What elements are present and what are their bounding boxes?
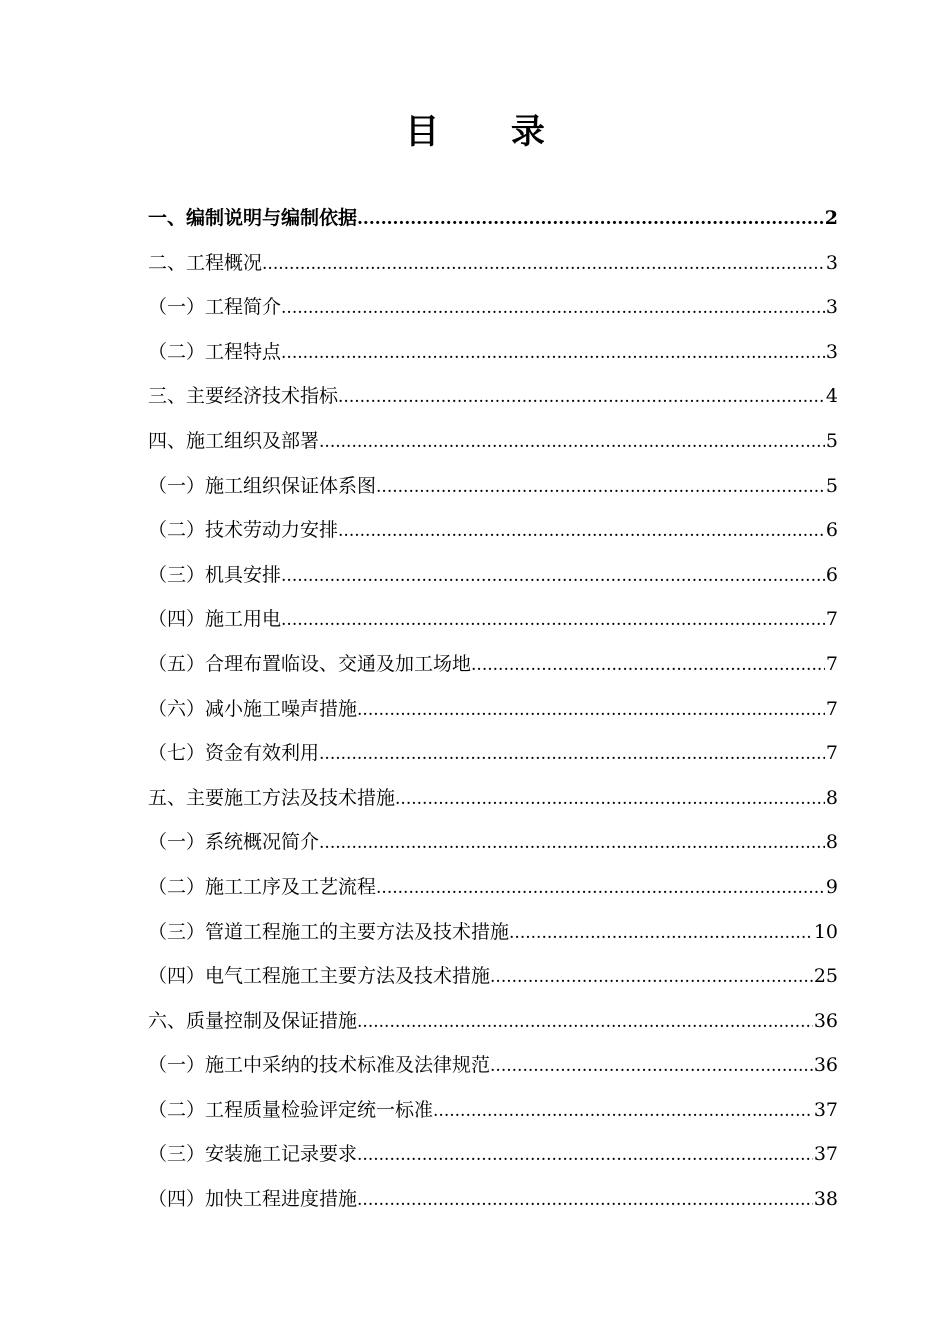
toc-entry-label: （三）管道工程施工的主要方法及技术措施 <box>148 920 510 943</box>
toc-entry[interactable] <box>148 776 838 821</box>
toc-dot-leader <box>338 375 825 419</box>
toc-entry[interactable] <box>148 820 838 865</box>
toc-entry-label: 六、质量控制及保证措施 <box>148 1009 358 1032</box>
toc-dot-leader <box>376 465 825 509</box>
toc-entry-page-number: 36 <box>813 1054 838 1077</box>
toc-entry[interactable] <box>148 597 838 642</box>
toc-entry-page-number: 37 <box>813 1098 838 1121</box>
toc-entry-page-number: 5 <box>825 429 838 452</box>
toc-entry[interactable] <box>148 196 838 241</box>
toc-entry[interactable] <box>148 508 838 553</box>
toc-entry-page-number: 7 <box>825 652 838 675</box>
toc-entry-label: （二）工程质量检验评定统一标准 <box>148 1098 434 1121</box>
table-of-contents <box>148 196 838 1222</box>
toc-entry-label: 五、主要施工方法及技术措施 <box>148 786 396 809</box>
toc-dot-leader <box>471 643 825 687</box>
toc-dot-leader <box>262 242 825 286</box>
toc-dot-leader <box>281 331 825 375</box>
toc-entry-page-number: 4 <box>825 385 838 408</box>
toc-entry-page-number: 7 <box>825 742 838 765</box>
toc-entry-page-number: 10 <box>813 920 838 943</box>
toc-entry-label: （四）电气工程施工主要方法及技术措施 <box>148 965 491 988</box>
toc-entry-label: （一）施工中采纳的技术标准及法律规范 <box>148 1054 491 1077</box>
toc-entry-page-number: 38 <box>813 1188 838 1211</box>
toc-entry-page-number: 8 <box>825 786 838 809</box>
toc-entry-label: 三、主要经济技术指标 <box>148 385 339 408</box>
toc-entry-page-number: 9 <box>825 875 838 898</box>
toc-entry[interactable] <box>148 687 838 732</box>
toc-entry-page-number: 5 <box>825 474 838 497</box>
toc-dot-leader <box>319 821 825 865</box>
toc-entry-page-number: 3 <box>825 340 838 363</box>
toc-entry[interactable] <box>148 553 838 598</box>
toc-entry-label: （二）工程特点 <box>148 340 282 363</box>
toc-entry-label: （二）施工工序及工艺流程 <box>148 875 377 898</box>
toc-entry-label: （三）安装施工记录要求 <box>148 1143 358 1166</box>
toc-entry[interactable] <box>148 241 838 286</box>
toc-entry[interactable] <box>148 1088 838 1133</box>
toc-dot-leader <box>376 866 825 910</box>
toc-entry-page-number: 6 <box>825 563 838 586</box>
toc-entry-label: （二）技术劳动力安排 <box>148 519 339 542</box>
toc-dot-leader <box>490 955 813 999</box>
toc-entry-label: （三）机具安排 <box>148 563 282 586</box>
toc-entry[interactable] <box>148 1177 838 1222</box>
toc-entry[interactable] <box>148 1132 838 1177</box>
toc-entry-label: 四、施工组织及部署 <box>148 429 320 452</box>
toc-dot-leader <box>281 598 825 642</box>
toc-entry[interactable] <box>148 374 838 419</box>
toc-dot-leader <box>357 688 825 732</box>
toc-dot-leader <box>395 777 825 821</box>
toc-entry-label: （七）资金有效利用 <box>148 742 320 765</box>
toc-dot-leader <box>281 554 825 598</box>
toc-entry-page-number: 37 <box>813 1143 838 1166</box>
toc-entry-label: 二、工程概况 <box>148 251 263 274</box>
toc-entry-page-number: 36 <box>813 1009 838 1032</box>
toc-entry-page-number: 3 <box>825 296 838 319</box>
toc-dot-leader <box>357 197 824 241</box>
toc-dot-leader <box>319 732 825 776</box>
toc-entry[interactable] <box>148 999 838 1044</box>
toc-entry[interactable] <box>148 642 838 687</box>
toc-dot-leader <box>509 911 813 955</box>
toc-entry[interactable] <box>148 731 838 776</box>
toc-dot-leader <box>319 420 825 464</box>
toc-entry[interactable] <box>148 865 838 910</box>
toc-entry-label: （四）加快工程进度措施 <box>148 1188 358 1211</box>
toc-dot-leader <box>338 509 825 553</box>
toc-dot-leader <box>490 1044 813 1088</box>
toc-entry-label: 一、编制说明与编制依据 <box>148 207 358 229</box>
toc-entry[interactable] <box>148 464 838 509</box>
toc-entry-page-number: 7 <box>825 608 838 631</box>
toc-entry[interactable] <box>148 330 838 375</box>
toc-entry[interactable] <box>148 910 838 955</box>
toc-entry-page-number: 25 <box>813 965 838 988</box>
toc-entry-page-number: 2 <box>824 207 838 229</box>
toc-dot-leader <box>433 1089 813 1133</box>
toc-entry-page-number: 8 <box>825 831 838 854</box>
toc-dot-leader <box>357 1133 813 1177</box>
toc-entry-page-number: 6 <box>825 519 838 542</box>
toc-dot-leader <box>357 1178 813 1222</box>
toc-dot-leader <box>281 286 825 330</box>
toc-entry[interactable] <box>148 954 838 999</box>
toc-entry[interactable] <box>148 1043 838 1088</box>
toc-entry-label: （四）施工用电 <box>148 608 282 631</box>
toc-entry-label: （一）施工组织保证体系图 <box>148 474 377 497</box>
toc-entry[interactable] <box>148 419 838 464</box>
toc-entry-label: （一）系统概况简介 <box>148 831 320 854</box>
page-title: 目 录 <box>405 112 575 152</box>
toc-entry[interactable] <box>148 285 838 330</box>
toc-entry-label: （六）减小施工噪声措施 <box>148 697 358 720</box>
toc-entry-label: （一）工程简介 <box>148 296 282 319</box>
toc-dot-leader <box>357 1000 813 1044</box>
toc-entry-label: （五）合理布置临设、交通及加工场地 <box>148 652 472 675</box>
toc-entry-page-number: 3 <box>825 251 838 274</box>
toc-entry-page-number: 7 <box>825 697 838 720</box>
